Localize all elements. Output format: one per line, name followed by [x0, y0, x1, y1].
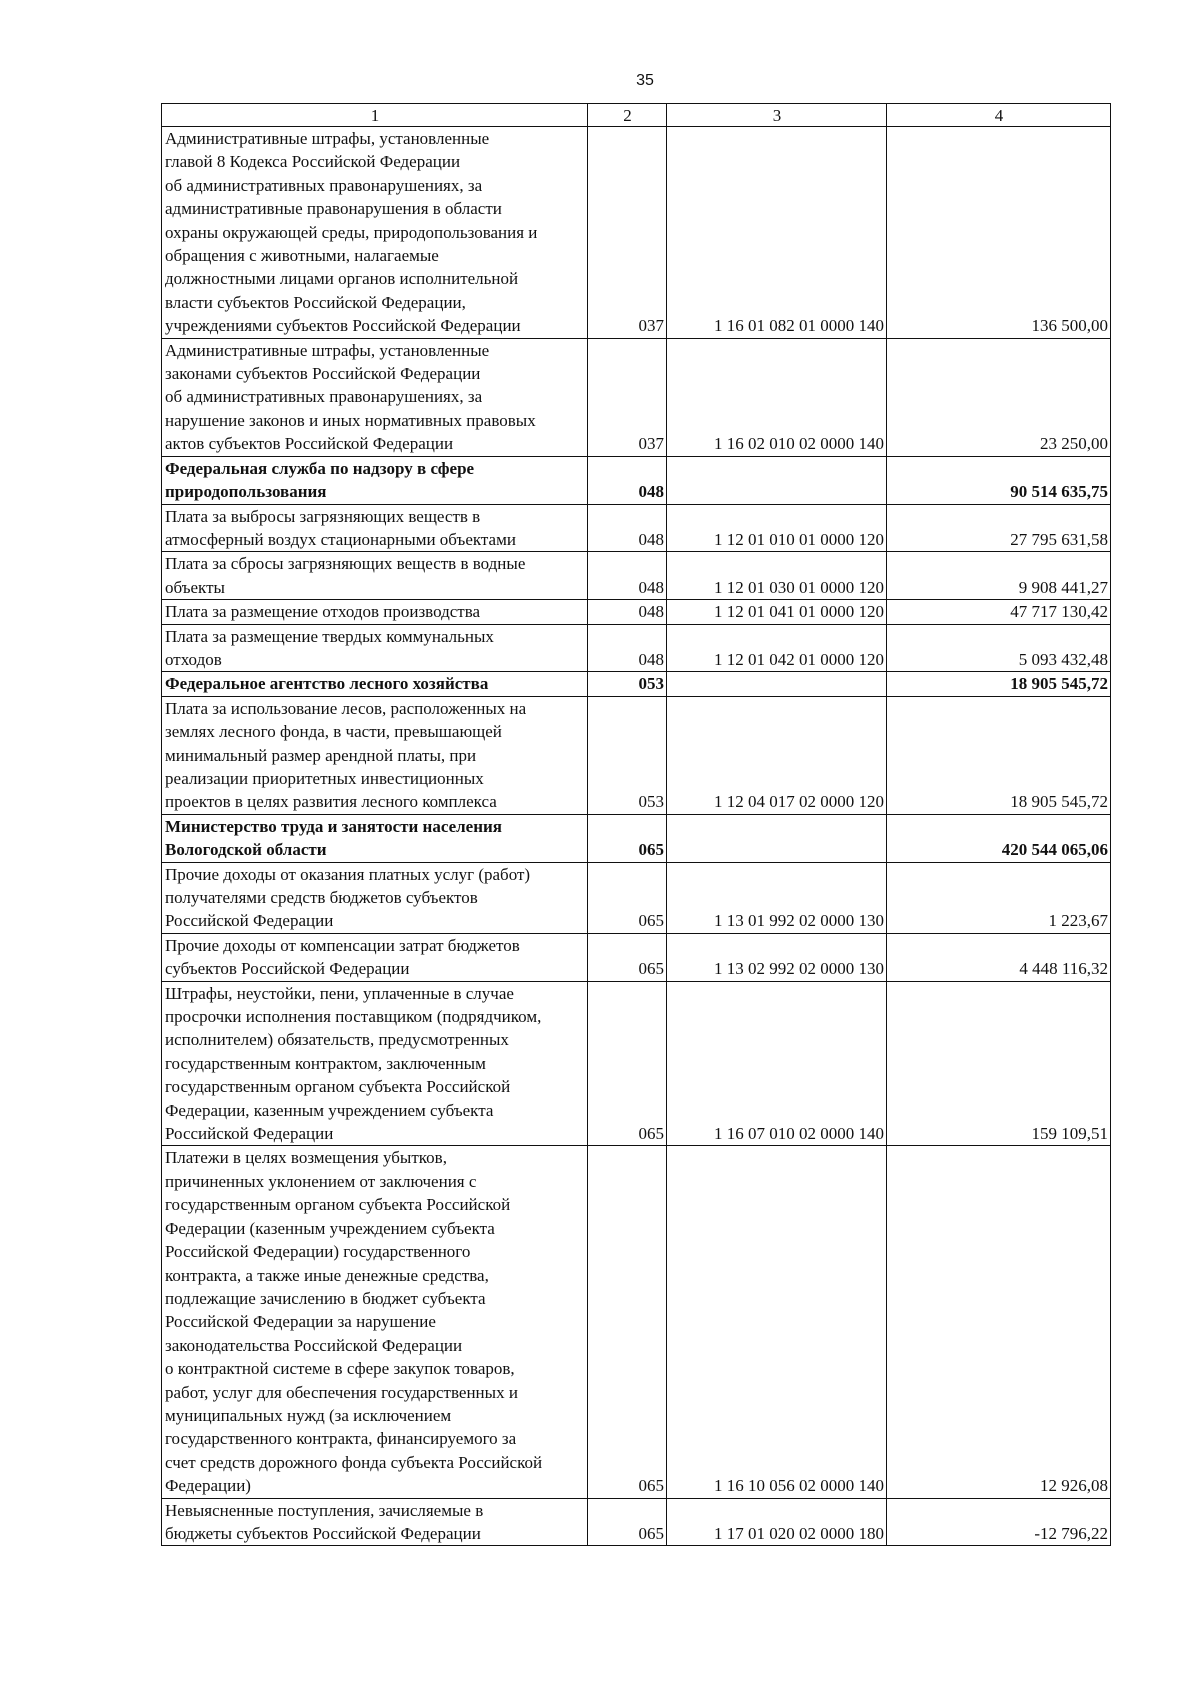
table-row — [162, 624, 1111, 672]
row-admin-code-cell: 048 — [588, 456, 667, 504]
row-admin-code-cell: 065 — [588, 1146, 667, 1498]
row-admin-code-cell: 065 — [588, 814, 667, 862]
table-section-row — [162, 672, 1111, 696]
row-budget-code-cell: 1 17 01 020 02 0000 180 — [667, 1498, 887, 1546]
row-budget-code-cell: 1 16 01 082 01 0000 140 — [667, 127, 887, 339]
row-amount-cell: 9 908 441,27 — [887, 552, 1111, 600]
row-name-cell: Прочие доходы от компенсации затрат бюджетов субъектов Российской Федерации — [162, 933, 588, 981]
row-admin-code-cell: 048 — [588, 624, 667, 672]
row-name-cell: Плата за размещение отходов производства — [162, 600, 588, 624]
row-budget-code-cell: 1 16 02 010 02 0000 140 — [667, 338, 887, 456]
row-amount-cell: 1 223,67 — [887, 862, 1111, 933]
row-name-cell: Плата за выбросы загрязняющих веществ в атмосферный воздух стационарными объектами — [162, 504, 588, 552]
row-name-cell: Административные штрафы, установленные законами субъектов Российской Федерации об административных правонарушениях, за нарушение законов и иных нормативных правовых актов субъектов Российской Федерации — [162, 338, 588, 456]
table-section-row — [162, 814, 1111, 862]
row-name-cell: Плата за использование лесов, расположенных на землях лесного фонда, в части, превышающей минимальный размер арендной платы, при реализации приоритетных инвестиционных проектов в целях развития лесного комплекса — [162, 696, 588, 814]
row-name-cell: Плата за сбросы загрязняющих веществ в водные объекты — [162, 552, 588, 600]
row-amount-cell: 12 926,08 — [887, 1146, 1111, 1498]
row-budget-code-cell: 1 12 01 010 01 0000 120 — [667, 504, 887, 552]
row-amount-cell: 23 250,00 — [887, 338, 1111, 456]
row-name-cell: Федеральное агентство лесного хозяйства — [162, 672, 588, 696]
table-row — [162, 933, 1111, 981]
row-admin-code-cell: 037 — [588, 127, 667, 339]
row-admin-code-cell: 048 — [588, 600, 667, 624]
row-budget-code-cell: 1 12 01 041 01 0000 120 — [667, 600, 887, 624]
row-budget-code-cell: 1 12 01 030 01 0000 120 — [667, 552, 887, 600]
row-name-cell: Министерство труда и занятости населения Вологодской области — [162, 814, 588, 862]
table-row — [162, 338, 1111, 456]
row-budget-code-cell: 1 12 01 042 01 0000 120 — [667, 624, 887, 672]
row-budget-code-cell: 1 16 10 056 02 0000 140 — [667, 1146, 887, 1498]
row-amount-cell: 47 717 130,42 — [887, 600, 1111, 624]
table-body — [162, 127, 1111, 1546]
row-admin-code-cell: 065 — [588, 862, 667, 933]
row-amount-cell: 90 514 635,75 — [887, 456, 1111, 504]
row-admin-code-cell: 053 — [588, 672, 667, 696]
table-row — [162, 1498, 1111, 1546]
row-admin-code-cell: 065 — [588, 933, 667, 981]
row-name-cell: Невыясненные поступления, зачисляемые в бюджеты субъектов Российской Федерации — [162, 1498, 588, 1546]
row-admin-code-cell: 048 — [588, 504, 667, 552]
row-amount-cell: 18 905 545,72 — [887, 696, 1111, 814]
row-budget-code-cell — [667, 672, 887, 696]
row-name-cell: Прочие доходы от оказания платных услуг (работ) получателями средств бюджетов субъектов Российской Федерации — [162, 862, 588, 933]
header-col-3: 3 — [667, 104, 887, 127]
table-row — [162, 862, 1111, 933]
row-name-cell: Плата за размещение твердых коммунальных отходов — [162, 624, 588, 672]
table-row — [162, 981, 1111, 1146]
row-admin-code-cell: 065 — [588, 1498, 667, 1546]
table-row — [162, 1146, 1111, 1498]
row-budget-code-cell — [667, 456, 887, 504]
revenue-table — [161, 103, 1111, 1546]
header-col-4: 4 — [887, 104, 1111, 127]
row-budget-code-cell: 1 13 02 992 02 0000 130 — [667, 933, 887, 981]
row-admin-code-cell: 053 — [588, 696, 667, 814]
row-admin-code-cell: 048 — [588, 552, 667, 600]
row-name-cell: Платежи в целях возмещения убытков, причиненных уклонением от заключения с государственным органом субъекта Российской Федерации (казенным учреждением субъекта Российской Федерации) государственного контракта, а также иные денежные средства, подлежащие зачислению в бюджет субъекта Российской Федерации за нарушение законодательства Российской Федерации о контрактной системе в сфере закупок товаров, работ, услуг для обеспечения государственных и муниципальных нужд (за исключением государственного контракта, финансируемого за счет средств дорожного фонда субъекта Российской Федерации) — [162, 1146, 588, 1498]
row-name-cell: Административные штрафы, установленные главой 8 Кодекса Российской Федерации об административных правонарушениях, за административные правонарушения в области охраны окружающей среды, природопользования и обращения с животными, налагаемые должностными лицами органов исполнительной власти субъектов Российской Федерации, учреждениями субъектов Российской Федерации — [162, 127, 588, 339]
row-amount-cell: 136 500,00 — [887, 127, 1111, 339]
row-amount-cell: 420 544 065,06 — [887, 814, 1111, 862]
row-admin-code-cell: 037 — [588, 338, 667, 456]
table-row — [162, 600, 1111, 624]
row-budget-code-cell — [667, 814, 887, 862]
table-header-row — [162, 104, 1111, 127]
row-name-cell: Штрафы, неустойки, пени, уплаченные в случае просрочки исполнения поставщиком (подрядчиком, исполнителем) обязательств, предусмотренных государственным контрактом, заключенным государственным органом субъекта Российской Федерации, казенным учреждением субъекта Российской Федерации — [162, 981, 588, 1146]
row-budget-code-cell: 1 16 07 010 02 0000 140 — [667, 981, 887, 1146]
table-row — [162, 127, 1111, 339]
row-admin-code-cell: 065 — [588, 981, 667, 1146]
table-row — [162, 696, 1111, 814]
row-budget-code-cell: 1 13 01 992 02 0000 130 — [667, 862, 887, 933]
row-amount-cell: 159 109,51 — [887, 981, 1111, 1146]
row-amount-cell: 27 795 631,58 — [887, 504, 1111, 552]
row-amount-cell: 5 093 432,48 — [887, 624, 1111, 672]
table-row — [162, 552, 1111, 600]
row-amount-cell: -12 796,22 — [887, 1498, 1111, 1546]
row-amount-cell: 4 448 116,32 — [887, 933, 1111, 981]
row-budget-code-cell: 1 12 04 017 02 0000 120 — [667, 696, 887, 814]
table-section-row — [162, 456, 1111, 504]
row-amount-cell: 18 905 545,72 — [887, 672, 1111, 696]
page-number: 35 — [636, 72, 654, 89]
header-col-2: 2 — [588, 104, 667, 127]
header-col-1: 1 — [162, 104, 588, 127]
table-row — [162, 504, 1111, 552]
row-name-cell: Федеральная служба по надзору в сфере природопользования — [162, 456, 588, 504]
